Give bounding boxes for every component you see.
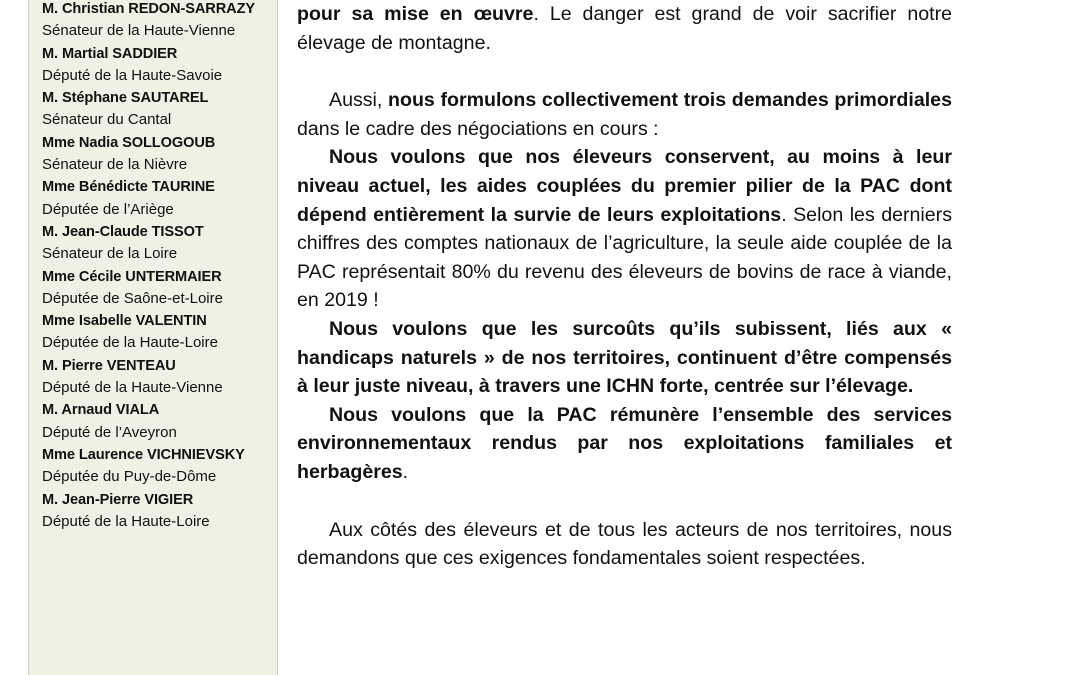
signatory-name: M. Martial SADDIER bbox=[42, 45, 178, 62]
paragraph-demand-3 bbox=[297, 401, 952, 487]
signatory-name: Mme Nadia SOLLOGOUB bbox=[42, 134, 216, 151]
signatory-title: Député de la Haute-Vienne bbox=[42, 379, 223, 397]
signatories-sidebar bbox=[28, 0, 278, 675]
paragraph-text: Aux côtés des éleveurs et de tous les acteurs de nos territoires, nous demandons que ces exigences fondamentales soient respectées. bbox=[297, 518, 952, 570]
paragraph-spacer bbox=[297, 487, 952, 516]
signatory-item bbox=[42, 310, 278, 355]
paragraph-text: . Selon les derniers chiffres des comptes nationaux de l’agriculture, la seule aide couplée de la PAC représentait 80% du revenu des éleveurs de bovins de race à viande, en 2019 ! bbox=[297, 203, 952, 312]
signatory-item bbox=[42, 221, 278, 266]
paragraph-spacer bbox=[297, 57, 952, 86]
paragraph-text: dans le cadre des négociations en cours : bbox=[297, 117, 659, 140]
bold-phrase: Nous voulons que la PAC rémunère l’ensemble des services environnementaux rendus par nos exploitations familiales et herbagères bbox=[297, 403, 952, 483]
signatory-item bbox=[42, 489, 278, 534]
signatory-title: Sénateur de la Nièvre bbox=[42, 156, 188, 174]
paragraph-text: . Le danger est grand de voir sacrifier notre élevage de montagne. bbox=[297, 3, 952, 54]
signatory-title: Député de la Haute-Loire bbox=[42, 512, 210, 530]
signatory-name: M. Jean-Claude TISSOT bbox=[42, 223, 204, 240]
signatory-item bbox=[42, 266, 278, 311]
paragraph-conclusion bbox=[297, 516, 952, 573]
signatory-title: Député de l’Aveyron bbox=[42, 423, 177, 441]
paragraph-demands-intro bbox=[297, 86, 952, 143]
signatory-name: Mme Cécile UNTERMAIER bbox=[42, 268, 222, 285]
signatory-title: Député de la Haute-Savoie bbox=[42, 66, 223, 84]
paragraph-text: Aussi, bbox=[329, 89, 389, 112]
signatory-name: Mme Isabelle VALENTIN bbox=[42, 313, 207, 330]
signatory-title: Députée de Saône-et-Loire bbox=[42, 289, 223, 307]
signatory-title: Députée du Puy-de-Dôme bbox=[42, 468, 217, 486]
signatory-list bbox=[42, 0, 278, 533]
paragraph-intro-continuation bbox=[297, 0, 952, 57]
bold-phrase: Nous voulons que nos éleveurs conservent, au moins à leur niveau actuel, les aides couplées du premier pilier de la PAC dont dépend entièrement la survie de leurs exploitations bbox=[297, 146, 952, 226]
signatory-name: M. Stéphane SAUTAREL bbox=[42, 90, 209, 107]
signatory-name: M. Jean-Pierre VIGIER bbox=[42, 491, 194, 508]
signatory-name: Mme Laurence VICHNIEVSKY bbox=[42, 446, 245, 463]
bold-phrase: pour sa mise en œuvre bbox=[297, 3, 534, 25]
signatory-item bbox=[42, 43, 278, 88]
signatory-name: M. Christian REDON-SARRAZY bbox=[42, 1, 256, 17]
bold-phrase: Nous voulons que les surcoûts qu’ils subissent, liés aux « handicaps naturels » de nos territoires, continuent d’être compensés à leur juste niveau, à travers une ICHN forte, centrée sur l’élevage. bbox=[297, 317, 952, 398]
signatory-title: Sénateur de la Loire bbox=[42, 245, 178, 263]
signatory-title: Sénateur de la Haute-Vienne bbox=[42, 22, 236, 40]
signatory-title: Députée de l’Ariège bbox=[42, 200, 174, 218]
bold-phrase: nous formulons collectivement trois demandes primordiales bbox=[388, 89, 952, 112]
paragraph-text: . bbox=[402, 460, 409, 483]
paragraph-demand-1 bbox=[297, 143, 952, 315]
signatory-item bbox=[42, 132, 278, 177]
signatory-name: Mme Bénédicte TAURINE bbox=[42, 179, 215, 196]
signatory-item bbox=[42, 399, 278, 444]
signatory-name: M. Arnaud VIALA bbox=[42, 402, 160, 419]
signatory-item bbox=[42, 0, 278, 43]
signatory-item bbox=[42, 355, 278, 400]
signatory-name: M. Pierre VENTEAU bbox=[42, 357, 176, 374]
signatory-item bbox=[42, 444, 278, 489]
letter-body bbox=[297, 0, 952, 573]
signatory-item bbox=[42, 87, 278, 132]
paragraph-demand-2 bbox=[297, 315, 952, 401]
signatory-title: Députée de la Haute-Loire bbox=[42, 334, 218, 352]
signatory-title: Sénateur du Cantal bbox=[42, 111, 172, 129]
signatory-item bbox=[42, 176, 278, 221]
